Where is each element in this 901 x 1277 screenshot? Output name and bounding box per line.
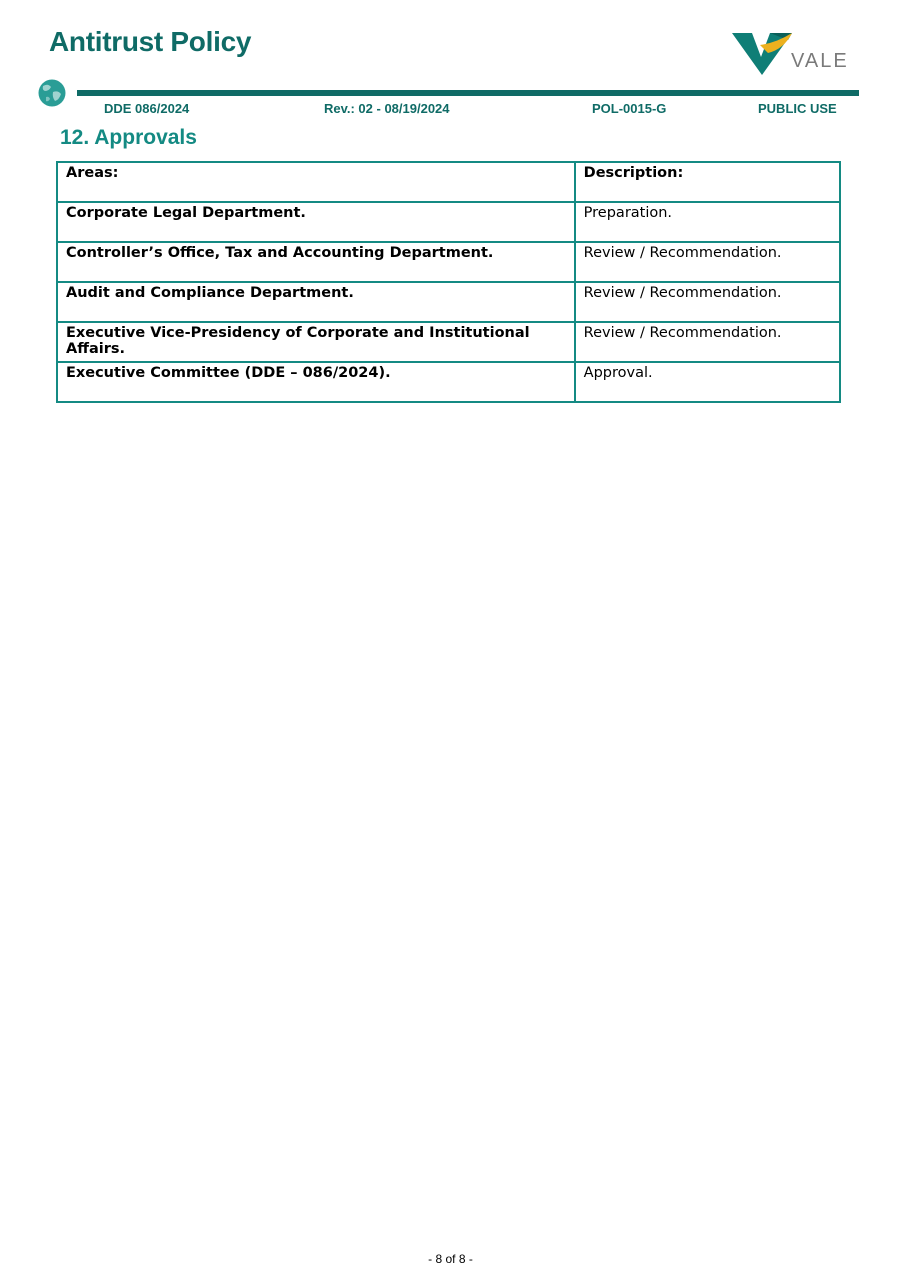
row-description: Approval.	[575, 362, 840, 402]
row-area: Executive Committee (DDE – 086/2024).	[57, 362, 575, 402]
header-areas: Areas:	[57, 162, 575, 202]
meta-dde: DDE 086/2024	[104, 101, 190, 116]
table-row	[57, 322, 840, 362]
section-title: 12. Approvals	[60, 126, 197, 149]
table-row	[57, 202, 840, 242]
globe-icon	[38, 79, 66, 107]
header-description: Description:	[575, 162, 840, 202]
row-description: Preparation.	[575, 202, 840, 242]
document-title: Antitrust Policy	[49, 26, 252, 57]
meta-classification: PUBLIC USE	[758, 101, 837, 116]
row-description: Review / Recommendation.	[575, 242, 840, 282]
page-number: - 8 of 8 -	[428, 1252, 473, 1266]
table-row	[57, 242, 840, 282]
table-row	[57, 362, 840, 402]
approvals-table	[56, 161, 841, 403]
header-rule	[77, 90, 859, 96]
row-description: Review / Recommendation.	[575, 282, 840, 322]
table-header-row	[57, 162, 840, 202]
row-area: Executive Vice-Presidency of Corporate and Institutional Affairs.	[57, 322, 575, 362]
row-area: Corporate Legal Department.	[57, 202, 575, 242]
meta-revision: Rev.: 02 - 08/19/2024	[324, 101, 450, 116]
row-description: Review / Recommendation.	[575, 322, 840, 362]
logo-text: VALE	[791, 50, 849, 72]
meta-code: POL-0015-G	[592, 101, 667, 116]
row-area: Controller’s Office, Tax and Accounting Department.	[57, 242, 575, 282]
table-row	[57, 282, 840, 322]
row-area: Audit and Compliance Department.	[57, 282, 575, 322]
